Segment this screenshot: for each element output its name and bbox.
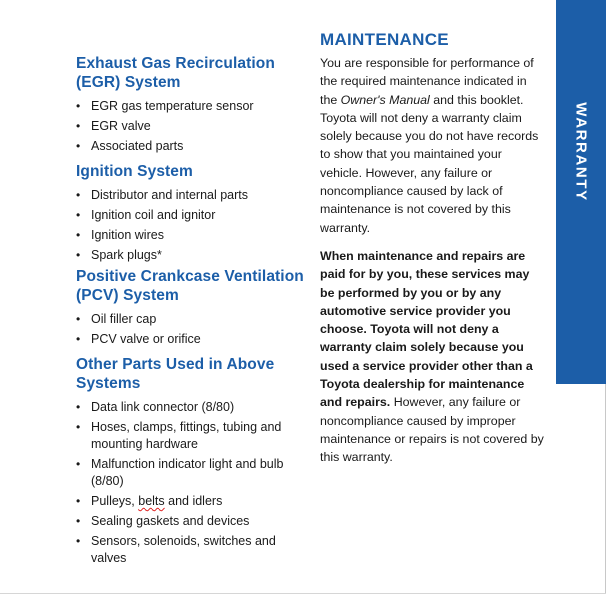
list-item: • Sealing gaskets and devices: [76, 514, 250, 528]
list-item: • Hoses, clamps, fittings, tubing and mounting hardware: [76, 420, 282, 451]
maintenance-paragraph-2: When maintenance and repairs are paid for by you, these services may be performed by you or by any automotive service provider you choose. Toyota will not deny a warranty claim solely because you used a service provider other than a Toyota dealership for maintenance and repairs. However, any failure or noncompliance caused by improper maintenance or repairs is not covered by this warranty.: [320, 248, 544, 465]
pcv-section-title: [76, 267, 306, 305]
warranty-tab-label: WARRANTY: [572, 102, 590, 202]
egr-title-line2: (EGR) System: [76, 74, 181, 91]
list-item: • Distributor and internal parts: [76, 188, 249, 202]
list-item: • Pulleys, belts and idlers: [76, 494, 223, 508]
egr-list: [76, 98, 306, 155]
list-item: • Ignition coil and ignitor: [76, 208, 216, 222]
bullet-icon: •: [76, 457, 81, 471]
bullet-icon: •: [76, 228, 81, 242]
ignition-section-title: Ignition System: [76, 163, 193, 180]
bullet-icon: •: [76, 534, 81, 548]
left-column: [76, 54, 306, 570]
warranty-side-tab: [556, 0, 606, 384]
owners-manual-reference: Owner's Manual: [340, 92, 430, 107]
list-item: • Data link connector (8/80): [76, 400, 235, 414]
list-item: • Sensors, solenoids, switches and valves: [76, 534, 276, 565]
other-parts-section-title: [76, 355, 306, 393]
other-parts-list: [76, 399, 306, 567]
maintenance-paragraph-1: You are responsible for performance of the required maintenance indicated in the Owner's Manual and this booklet. Toyota will not deny a warranty claim solely because you do not have records to show that you maintained your vehicle. However, any failure or noncompliance caused by lack of maintenance is not covered by this warranty.: [320, 56, 539, 235]
bullet-icon: •: [76, 119, 81, 133]
list-item: • Malfunction indicator light and bulb (8/80): [76, 457, 284, 488]
bullet-icon: •: [76, 400, 81, 414]
other-title-line2: Systems: [76, 375, 141, 392]
list-item: • Associated parts: [76, 139, 184, 153]
egr-section-title: [76, 54, 306, 92]
bullet-icon: •: [76, 139, 81, 153]
bullet-icon: •: [76, 420, 81, 434]
list-item: • Spark plugs*: [76, 248, 162, 262]
spellcheck-word[interactable]: belts: [138, 494, 165, 508]
other-title-line1: Other Parts Used in Above: [76, 356, 275, 373]
list-item: • Oil filler cap: [76, 312, 157, 326]
bullet-icon: •: [76, 208, 81, 222]
pcv-title-line2: (PCV) System: [76, 287, 179, 304]
bullet-icon: •: [76, 188, 81, 202]
bullet-icon: •: [76, 332, 81, 346]
maintenance-title: MAINTENANCE: [320, 30, 449, 49]
pcv-list: [76, 311, 306, 348]
list-item: • EGR valve: [76, 119, 151, 133]
bullet-icon: •: [76, 248, 81, 262]
bullet-icon: •: [76, 99, 81, 113]
bullet-icon: •: [76, 312, 81, 326]
bullet-icon: •: [76, 514, 81, 528]
right-column: [320, 30, 546, 467]
list-item: • EGR gas temperature sensor: [76, 99, 254, 113]
list-item: • PCV valve or orifice: [76, 332, 201, 346]
ignition-list: [76, 187, 306, 264]
list-item: • Ignition wires: [76, 228, 164, 242]
pcv-title-line1: Positive Crankcase Ventilation: [76, 268, 304, 285]
egr-title-line1: Exhaust Gas Recirculation: [76, 55, 275, 72]
bullet-icon: •: [76, 494, 81, 508]
